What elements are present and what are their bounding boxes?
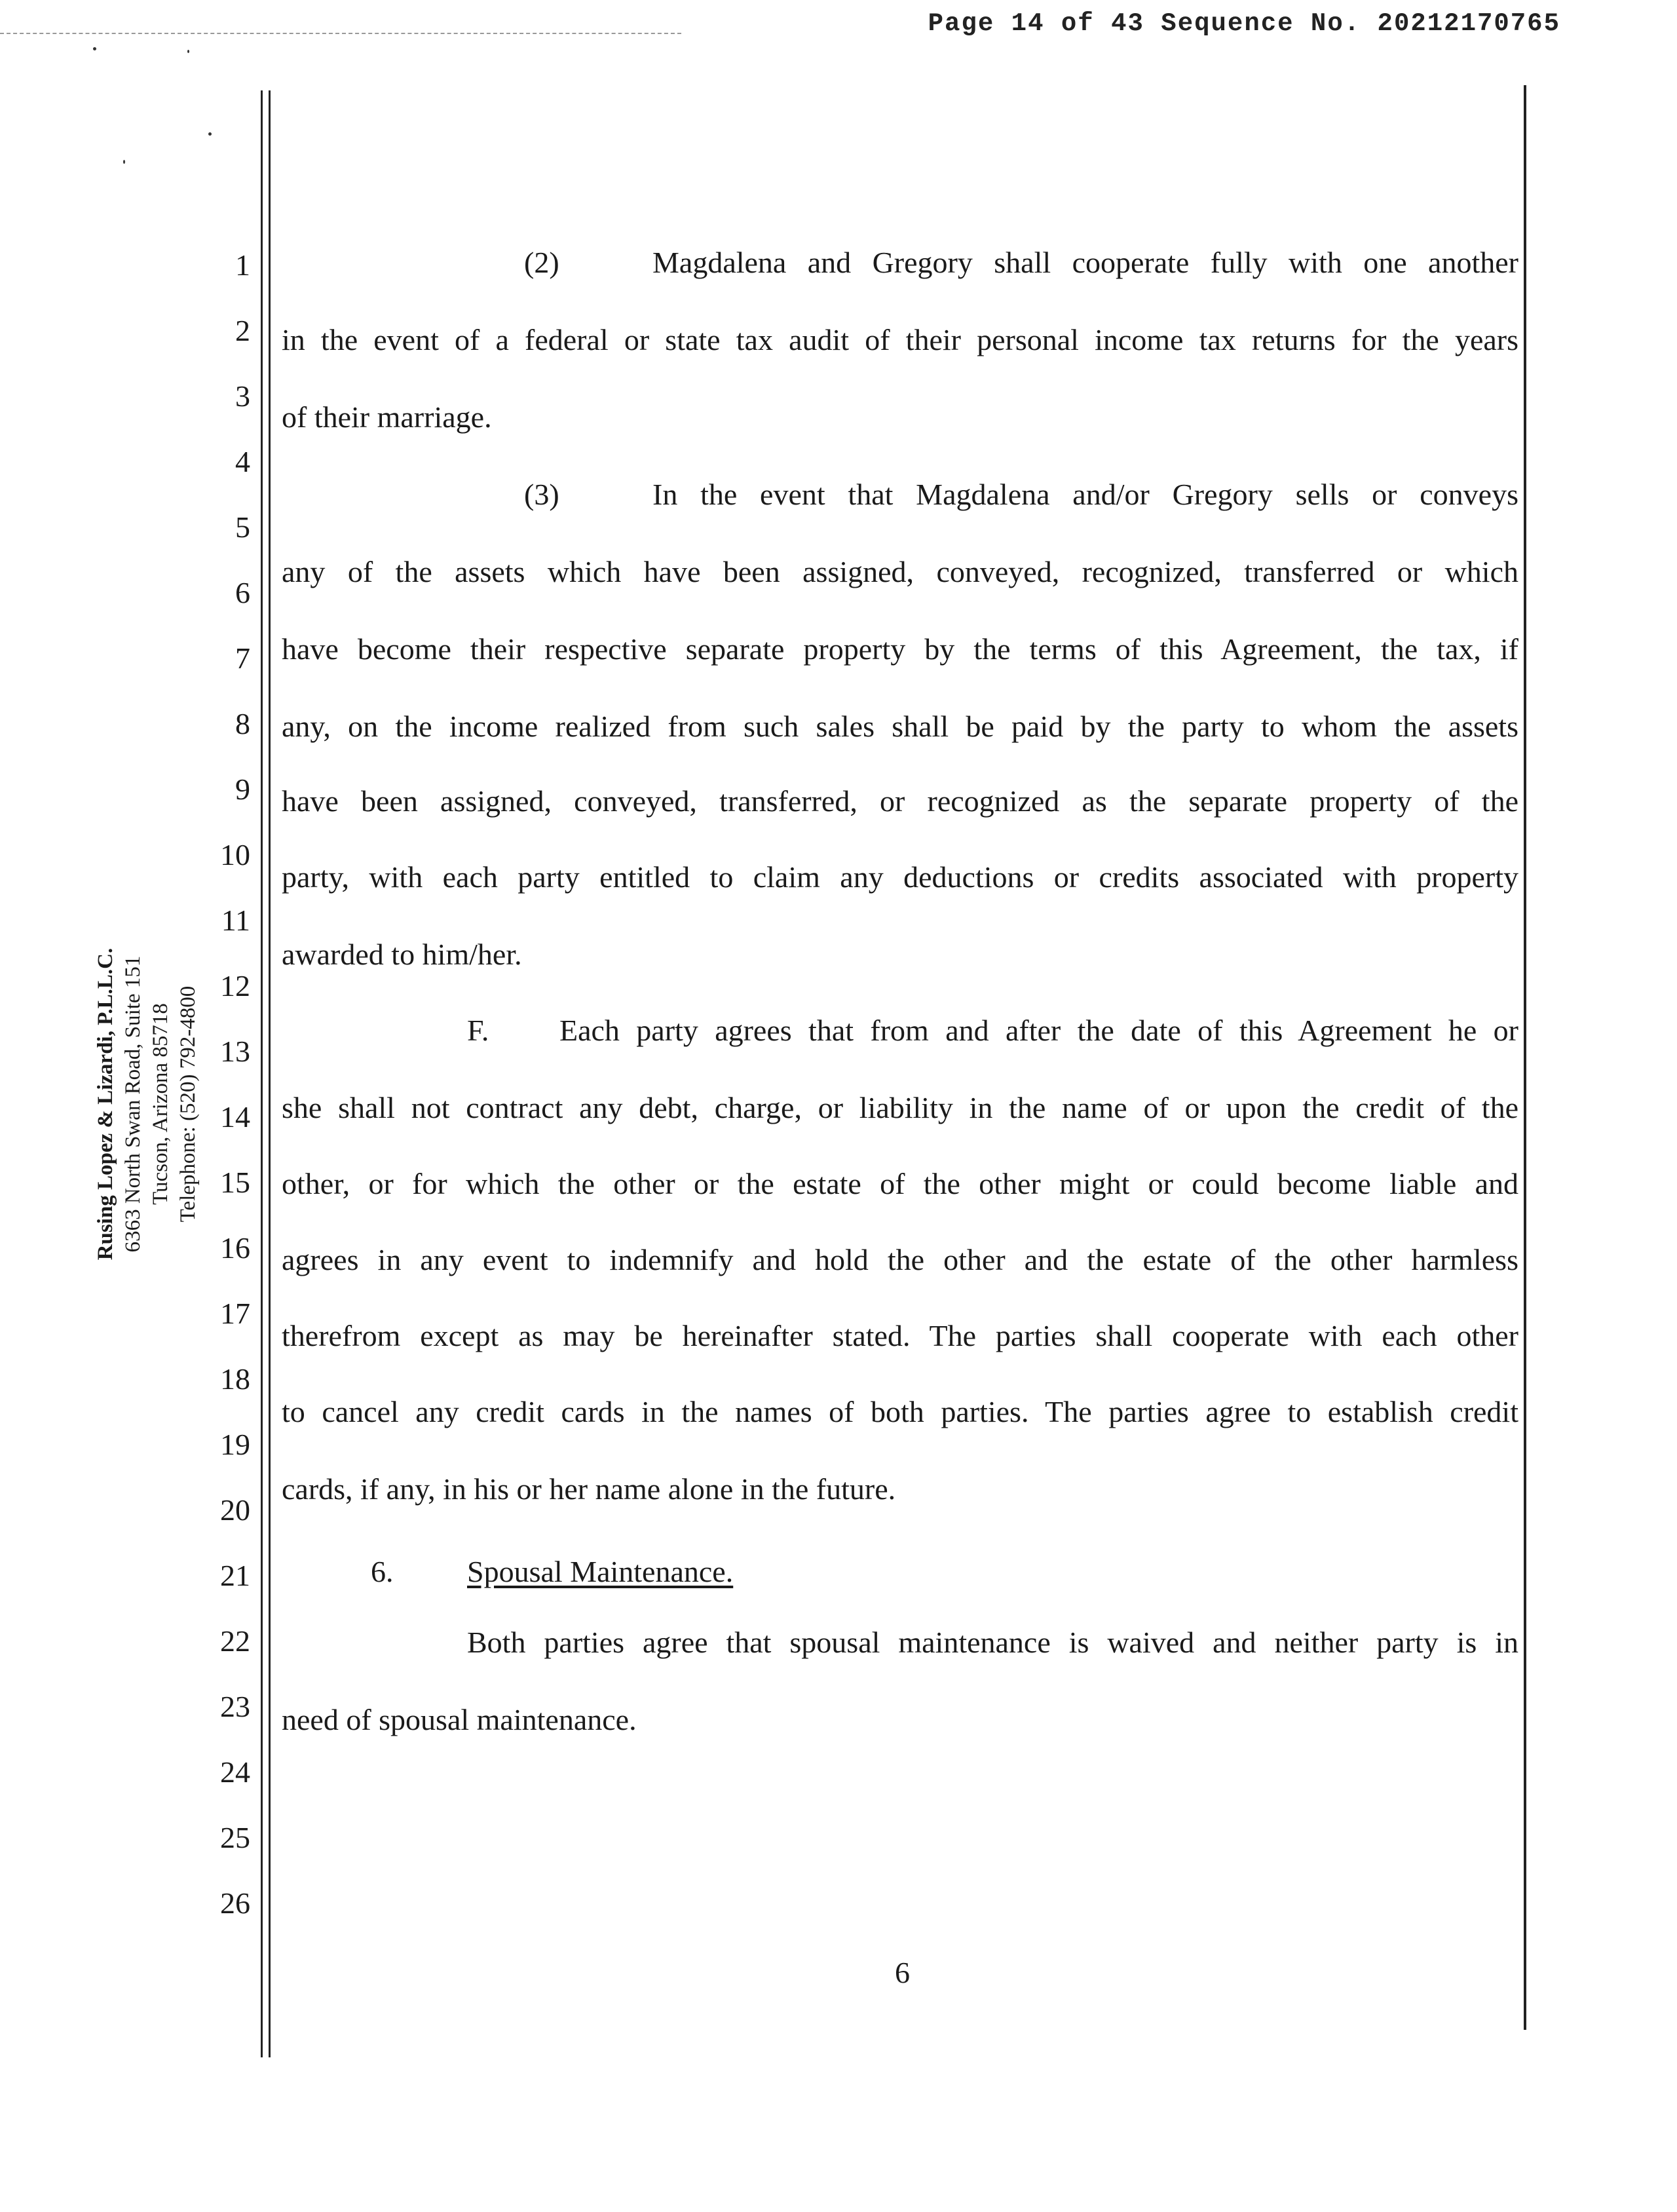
scan-page-header: Page 14 of 43 Sequence No. 20212170765 — [928, 9, 1560, 38]
firm-address: 6363 North Swan Road, Suite 151 — [121, 955, 145, 1253]
line-number: 1 — [235, 248, 250, 282]
line-number: 10 — [220, 838, 250, 871]
line-number: 5 — [235, 510, 250, 544]
line-number: 18 — [220, 1362, 250, 1396]
scan-speck — [123, 160, 125, 164]
scan-header-rule — [0, 33, 681, 34]
body-line: in the event of a federal or state tax audit of their personal income tax returns for the years — [282, 323, 1518, 356]
line-number: 2 — [235, 314, 250, 347]
line-number: 14 — [220, 1100, 250, 1134]
line-number: 13 — [220, 1035, 250, 1068]
body-line: therefrom except as may be hereinafter stated. The parties shall cooperate with each other — [282, 1319, 1518, 1352]
body-line: any, on the income realized from such sales shall be paid by the party to whom the assets — [282, 710, 1518, 743]
body-line: awarded to him/her. — [282, 938, 522, 971]
line-number: 23 — [220, 1690, 250, 1723]
line-number: 3 — [235, 379, 250, 413]
body-line: Both parties agree that spousal maintenance is waived and neither party is in — [467, 1626, 1518, 1659]
body-line: Each party agrees that from and after the date of this Agreement he or — [559, 1014, 1518, 1047]
body-line: need of spousal maintenance. — [282, 1703, 637, 1736]
paragraph-marker: (2) — [524, 246, 559, 279]
line-number: 25 — [220, 1821, 250, 1854]
line-number: 6 — [235, 576, 250, 609]
firm-city: Tucson, Arizona 85718 — [149, 1003, 172, 1205]
body-line: she shall not contract any debt, charge, or liability in the name of or upon the credit of the — [282, 1091, 1518, 1124]
page-number: 6 — [895, 1956, 910, 1989]
body-line: have become their respective separate property by the terms of this Agreement, the tax, if — [282, 632, 1518, 666]
line-number: 4 — [235, 445, 250, 478]
body-line: have been assigned, conveyed, transferred, or recognized as the separate property of the — [282, 784, 1518, 818]
line-number: 11 — [221, 904, 250, 937]
body-line: any of the assets which have been assigned, conveyed, recognized, transferred or which — [282, 555, 1518, 588]
line-number: 12 — [220, 969, 250, 1002]
body-line: to cancel any credit cards in the names of both parties. The parties agree to establish credit — [282, 1395, 1518, 1428]
body-line: cards, if any, in his or her name alone in the future. — [282, 1472, 896, 1506]
left-margin-rule — [269, 90, 271, 2057]
line-number: 21 — [220, 1559, 250, 1592]
scan-speck — [208, 132, 212, 136]
right-margin-rule — [1524, 85, 1526, 2030]
firm-phone: Telephone: (520) 792-4800 — [176, 985, 200, 1223]
body-line: agrees in any event to indemnify and hold the other and the estate of the other harmless — [282, 1243, 1518, 1276]
body-line: In the event that Magdalena and/or Gregory sells or conveys — [652, 478, 1518, 511]
scan-speck — [187, 50, 189, 53]
line-number: 7 — [235, 641, 250, 675]
line-number: 26 — [220, 1886, 250, 1920]
paragraph-marker: F. — [467, 1014, 489, 1047]
line-number: 22 — [220, 1624, 250, 1658]
line-number: 9 — [235, 772, 250, 806]
line-number: 8 — [235, 707, 250, 740]
left-margin-rule — [261, 90, 263, 2057]
line-number: 16 — [220, 1231, 250, 1265]
paragraph-marker: (3) — [524, 478, 559, 511]
line-number: 17 — [220, 1297, 250, 1330]
body-line: other, or for which the other or the estate of the other might or could become liable and — [282, 1167, 1518, 1200]
section-number: 6. — [371, 1555, 394, 1588]
body-line: of their marriage. — [282, 400, 492, 434]
scan-speck — [93, 47, 96, 50]
line-number: 20 — [220, 1493, 250, 1527]
line-number: 19 — [220, 1428, 250, 1461]
body-line: Magdalena and Gregory shall cooperate fully with one another — [652, 246, 1518, 279]
firm-sidebar — [92, 914, 206, 1294]
line-number: 24 — [220, 1755, 250, 1789]
body-line: party, with each party entitled to claim any deductions or credits associated with property — [282, 860, 1518, 894]
firm-name: Rusing Lopez & Lizardi, P.L.L.C. — [94, 947, 117, 1261]
section-heading: Spousal Maintenance. — [467, 1555, 734, 1588]
line-number: 15 — [220, 1166, 250, 1199]
